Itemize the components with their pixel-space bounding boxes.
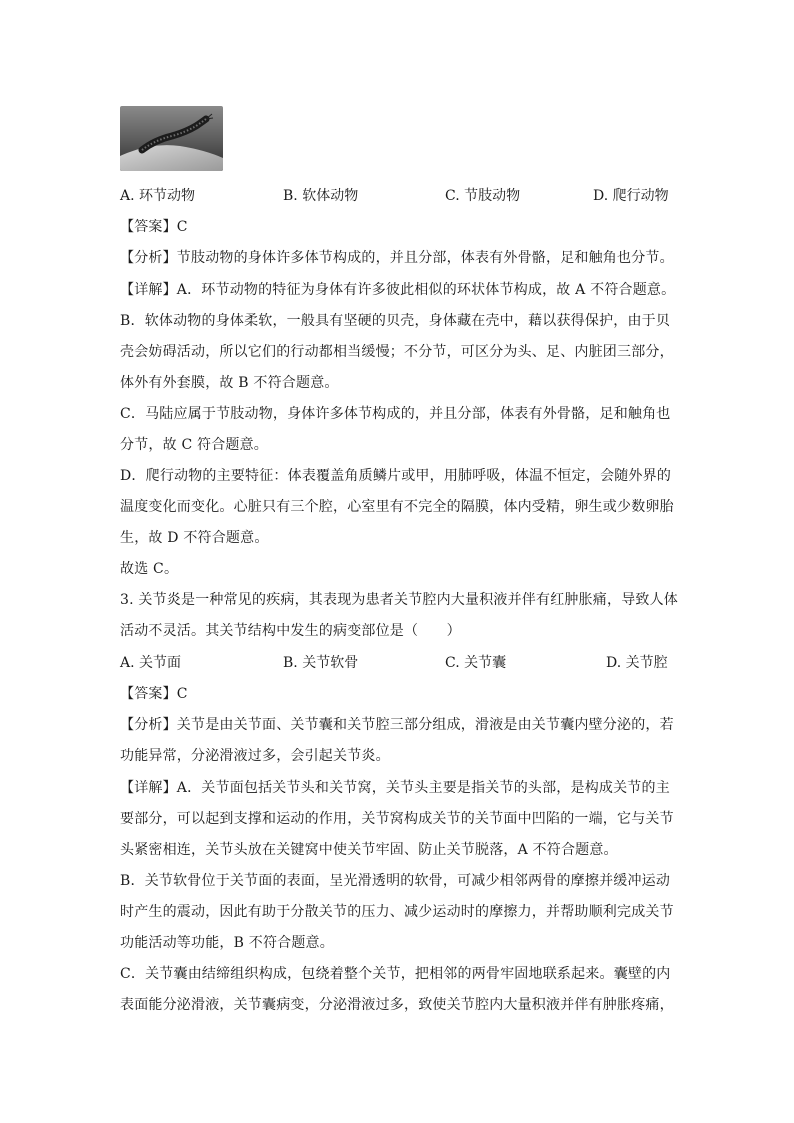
q3-option-a: A. 关节面 (120, 655, 182, 671)
q2-detail-line: 壳会妨碍活动，所以它们的行动都相当缓慢；不分节，可区分为头、足、内脏团三部分， (120, 344, 674, 360)
q3-detail-line: 功能活动等功能，B 不符合题意。 (120, 935, 334, 951)
q3-detail-line: 头紧密相连，关节头放在关键窝中使关节牢固、防止关节脱落，A 不符合题意。 (120, 842, 618, 858)
q2-option-a: A. 环节动物 (120, 188, 196, 204)
q2-detail-line: 体外有外套膜，故 B 不符合题意。 (120, 375, 339, 391)
q3-option-b: B. 关节软骨 (283, 655, 359, 671)
q2-detail-line: B．软体动物的身体柔软，一般具有坚硬的贝壳，身体藏在壳中，藉以获得保护，由于贝 (120, 313, 671, 329)
q3-detail-line: 表面能分泌滑液，关节囊病变，分泌滑液过多，致使关节腔内大量积液并伴有肿胀疼痛， (120, 997, 674, 1013)
q3-detail-line: C．关节囊由结缔组织构成，包绕着整个关节，把相邻的两骨牢固地联系起来。囊壁的内 (120, 966, 671, 982)
q3-analysis: 【分析】关节是由关节面、关节囊和关节腔三部分组成，滑液是由关节囊内壁分泌的，若 (120, 717, 674, 733)
millipede-image (120, 106, 223, 171)
q2-detail-line: 分节，故 C 符合题意。 (120, 437, 269, 453)
q2-detail-line: C．马陆应属于节肢动物，身体许多体节构成的，并且分部，体表有外骨骼，足和触角也 (120, 406, 671, 422)
q2-detail-line: 温度变化而变化。心脏只有三个腔，心室里有不完全的隔膜，体内受精，卵生或少数卵胎 (120, 499, 674, 515)
q2-detail-line: 【详解】A．环节动物的特征为身体有许多彼此相似的环状体节构成，故 A 不符合题意。 (120, 282, 676, 298)
q2-analysis: 【分析】节肢动物的身体许多体节构成的，并且分部，体表有外骨骼，足和触角也分节。 (120, 250, 674, 266)
q3-answer: 【答案】C (120, 686, 188, 702)
q3-analysis: 功能异常，分泌滑液过多，会引起关节炎。 (120, 748, 390, 764)
q2-option-d: D. 爬行动物 (593, 188, 669, 204)
q2-option-b: B. 软体动物 (283, 188, 359, 204)
q3-detail-line: 【详解】A．关节面包括关节头和关节窝，关节头主要是指关节的头部，是构成关节的主 (120, 780, 670, 796)
q2-detail-line: D．爬行动物的主要特征：体表覆盖角质鳞片或甲，用肺呼吸，体温不恒定，会随外界的 (120, 468, 672, 484)
q2-answer: 【答案】C (120, 219, 188, 235)
q3-detail-line: B．关节软骨位于关节面的表面，呈光滑透明的软骨，可减少相邻两骨的摩擦并缓冲运动 (120, 873, 671, 889)
q2-conclusion: 故选 C。 (120, 561, 179, 577)
q3-option-d: D. 关节腔 (606, 655, 668, 671)
q2-option-c: C. 节肢动物 (445, 188, 521, 204)
q3-stem: 3. 关节炎是一种常见的疾病，其表现为患者关节腔内大量积液并伴有红肿胀痛，导致人体 (120, 592, 679, 608)
q3-stem: 活动不灵活。其关节结构中发生的病变部位是（ ） (120, 623, 461, 639)
q2-detail-line: 生，故 D 不符合题意。 (120, 530, 269, 546)
millipede-photo (120, 106, 223, 171)
q3-detail-line: 时产生的震动，因此有助于分散关节的压力、减少运动时的摩擦力，并帮助顺利完成关节 (120, 904, 674, 920)
q3-option-c: C. 关节囊 (445, 655, 507, 671)
q3-detail-line: 要部分，可以起到支撑和运动的作用，关节窝构成关节的关节面中凹陷的一端，它与关节 (120, 811, 674, 827)
